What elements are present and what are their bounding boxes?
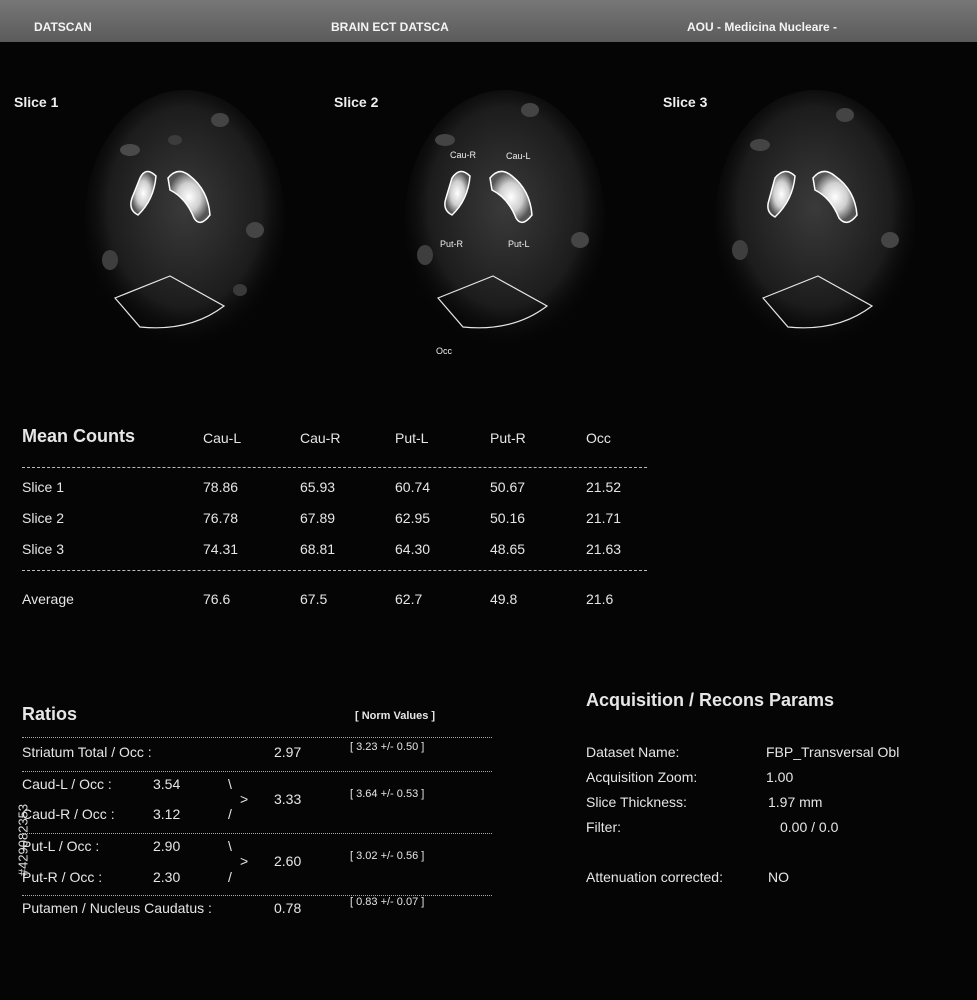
- acquisition-title: Acquisition / Recons Params: [586, 690, 835, 710]
- table-divider: [22, 467, 647, 468]
- ratios-title: Ratios: [22, 704, 78, 724]
- row-label: Slice 3: [22, 541, 65, 557]
- cell-value: 50.16: [490, 510, 526, 526]
- ratios-divider: [22, 833, 492, 834]
- cell-value: 21.6: [586, 591, 614, 607]
- norm-values-header: [ Norm Values ]: [355, 710, 436, 722]
- row-label: Slice 2: [22, 510, 65, 526]
- cell-value: 49.8: [490, 591, 518, 607]
- roi-label-cau-r: Cau-R: [450, 150, 477, 160]
- side-id-text: #429082353: [15, 803, 31, 877]
- cell-value: 62.95: [395, 510, 431, 526]
- col-header-put-r: Put-R: [490, 430, 526, 446]
- caud-l-occ-label: Caud-L / Occ :: [22, 776, 112, 792]
- bracket-glyph: /: [228, 806, 232, 822]
- bracket-glyph: \: [228, 838, 232, 854]
- filter-value: 0.00 / 0.0: [780, 819, 839, 835]
- header-study-type: DATSCAN: [34, 20, 92, 34]
- bracket-glyph: >: [240, 853, 249, 869]
- cell-value: 67.89: [300, 510, 336, 526]
- cell-value: 74.31: [203, 541, 239, 557]
- caud-l-occ-value: 3.54: [153, 776, 181, 792]
- header-department: AOU - Medicina Nucleare -: [687, 20, 838, 34]
- roi-label-cau-l: Cau-L: [506, 151, 531, 161]
- dataset-name-value: FBP_Transversal Obl: [766, 744, 900, 760]
- caud-r-occ-label: Caud-R / Occ :: [22, 806, 115, 822]
- bracket-glyph: >: [240, 791, 249, 807]
- put-r-occ-value: 2.30: [153, 869, 181, 885]
- slice-3-label: Slice 3: [663, 94, 708, 110]
- acquisition-zoom-value: 1.00: [766, 769, 794, 785]
- putamen-caudatus-norm: [ 0.83 +/- 0.07 ]: [350, 896, 425, 908]
- striatum-occ-label: Striatum Total / Occ :: [22, 744, 152, 760]
- col-header-cau-r: Cau-R: [300, 430, 341, 446]
- cell-value: 21.52: [586, 479, 622, 495]
- put-r-occ-label: Put-R / Occ :: [22, 869, 103, 885]
- cell-value: 60.74: [395, 479, 431, 495]
- roi-label-put-l: Put-L: [508, 239, 530, 249]
- caudate-combined-value: 3.33: [274, 791, 302, 807]
- slice-thickness-label: Slice Thickness:: [586, 794, 687, 810]
- col-header-cau-l: Cau-L: [203, 430, 242, 446]
- filter-label: Filter:: [586, 819, 621, 835]
- striatum-occ-norm: [ 3.23 +/- 0.50 ]: [350, 741, 425, 753]
- cell-value: 50.67: [490, 479, 526, 495]
- bracket-glyph: /: [228, 869, 232, 885]
- roi-label-put-r: Put-R: [440, 239, 464, 249]
- cell-value: 76.6: [203, 591, 231, 607]
- col-header-put-l: Put-L: [395, 430, 429, 446]
- header-study-name: BRAIN ECT DATSCA: [331, 20, 449, 34]
- putamen-caudatus-label: Putamen / Nucleus Caudatus :: [22, 900, 212, 916]
- slice-3-image: [715, 80, 945, 370]
- table-divider: [22, 570, 647, 571]
- acquisition-zoom-label: Acquisition Zoom:: [586, 769, 698, 785]
- caud-r-occ-value: 3.12: [153, 806, 181, 822]
- slice-1-label: Slice 1: [14, 94, 59, 110]
- put-l-occ-value: 2.90: [153, 838, 181, 854]
- report-header: [0, 0, 977, 42]
- ratios-divider: [22, 737, 492, 738]
- slice-2-label: Slice 2: [334, 94, 379, 110]
- putamen-caudatus-value: 0.78: [274, 900, 302, 916]
- cell-value: 64.30: [395, 541, 431, 557]
- cell-value: 78.86: [203, 479, 239, 495]
- attenuation-label: Attenuation corrected:: [586, 869, 723, 885]
- attenuation-value: NO: [768, 869, 789, 885]
- slice-1-image: [70, 80, 300, 370]
- cell-value: 48.65: [490, 541, 526, 557]
- roi-label-occ: Occ: [436, 346, 453, 356]
- cell-value: 62.7: [395, 591, 423, 607]
- col-header-occ: Occ: [586, 430, 611, 446]
- dataset-name-label: Dataset Name:: [586, 744, 680, 760]
- cell-value: 21.63: [586, 541, 622, 557]
- cell-value: 21.71: [586, 510, 622, 526]
- put-l-occ-label: Put-L / Occ :: [22, 838, 100, 854]
- slice-thickness-value: 1.97 mm: [768, 794, 823, 810]
- caudate-norm: [ 3.64 +/- 0.53 ]: [350, 788, 425, 800]
- ratios-divider: [22, 771, 492, 772]
- cell-value: 76.78: [203, 510, 239, 526]
- bracket-glyph: \: [228, 776, 232, 792]
- putamen-combined-value: 2.60: [274, 853, 302, 869]
- mean-counts-title: Mean Counts: [22, 426, 136, 446]
- putamen-norm: [ 3.02 +/- 0.56 ]: [350, 850, 425, 862]
- row-label: Average: [22, 591, 74, 607]
- row-label: Slice 1: [22, 479, 65, 495]
- striatum-occ-value: 2.97: [274, 744, 302, 760]
- slice-2-image: [390, 80, 620, 370]
- cell-value: 67.5: [300, 591, 328, 607]
- cell-value: 65.93: [300, 479, 336, 495]
- cell-value: 68.81: [300, 541, 336, 557]
